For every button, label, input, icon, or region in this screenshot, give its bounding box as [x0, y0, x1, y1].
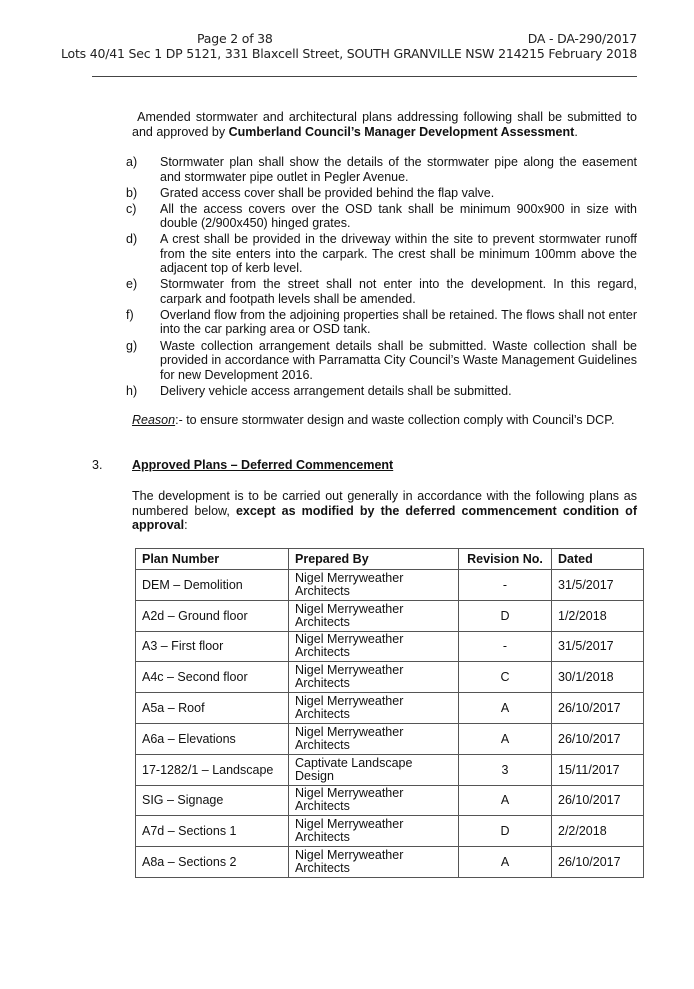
plan-number-cell: A5a – Roof [136, 693, 289, 724]
item-letter: h) [126, 383, 138, 398]
item-letter: c) [126, 201, 137, 216]
report-date: 15 February 2018 [529, 46, 637, 61]
dated-cell: 31/5/2017 [552, 570, 644, 601]
plan-number-cell: A6a – Elevations [136, 723, 289, 754]
table-row [136, 631, 644, 662]
dated-cell: 15/11/2017 [552, 754, 644, 785]
prepared-by-cell: Nigel Merryweather Architects [289, 847, 459, 878]
section-body-text: The development is to be carried out generally in accordance with the following plans as numbered below, [132, 489, 637, 518]
section-body-end: : [184, 518, 188, 532]
dated-cell: 26/10/2017 [552, 785, 644, 816]
dated-cell: 26/10/2017 [552, 693, 644, 724]
prepared-by-cell: Nigel Merryweather Architects [289, 631, 459, 662]
reason-paragraph [132, 413, 637, 428]
intro-text: Amended stormwater and architectural plans addressing following shall be submitted to and approved by [132, 110, 637, 139]
section-title: Approved Plans – Deferred Commencement [132, 458, 394, 472]
plan-number-cell: SIG – Signage [136, 785, 289, 816]
table-row [136, 662, 644, 693]
table-row [136, 754, 644, 785]
plan-number-cell: A8a – Sections 2 [136, 847, 289, 878]
list-item [126, 339, 637, 383]
section-body [132, 489, 637, 533]
revision-cell: D [459, 600, 552, 631]
item-letter: g) [126, 338, 138, 353]
section-body-bold: except as modified by the deferred commencement condition of approval [132, 503, 637, 532]
prepared-by-cell: Nigel Merryweather Architects [289, 662, 459, 693]
table-header-row [136, 549, 644, 570]
header-prepared-by: Prepared By [289, 549, 459, 570]
table-row [136, 570, 644, 601]
plan-number-cell: 17-1282/1 – Landscape [136, 754, 289, 785]
item-text: Grated access cover shall be provided behind the flap valve. [160, 185, 495, 200]
header-dated: Dated [552, 549, 644, 570]
plan-number-cell: A7d – Sections 1 [136, 816, 289, 847]
item-letter: b) [126, 185, 138, 200]
prepared-by-cell: Nigel Merryweather Architects [289, 723, 459, 754]
prepared-by-cell: Nigel Merryweather Architects [289, 570, 459, 601]
item-text: A crest shall be provided in the driveway within the site to prevent stormwater runoff from the site enters into the carpark. The crest shall be minimum 100mm above the adjacent top of kerb level. [160, 232, 637, 276]
item-text: Waste collection arrangement details shall be submitted. Waste collection shall be provided in accordance with Parramatta City Council’s Waste Management Guidelines for new Development 2016. [160, 338, 637, 382]
reason-label: Reason [132, 413, 176, 427]
revision-cell: D [459, 816, 552, 847]
prepared-by-cell: Nigel Merryweather Architects [289, 693, 459, 724]
table-row [136, 847, 644, 878]
prepared-by-cell: Nigel Merryweather Architects [289, 785, 459, 816]
table-body [136, 570, 644, 878]
prepared-by-cell: Captivate Landscape Design [289, 754, 459, 785]
list-item [126, 202, 637, 231]
list-item [126, 384, 637, 399]
table-row [136, 785, 644, 816]
revision-cell: - [459, 631, 552, 662]
header-plan-number: Plan Number [136, 549, 289, 570]
revision-cell: - [459, 570, 552, 601]
list-item [126, 308, 637, 337]
site-address: Lots 40/41 Sec 1 DP 5121, 331 Blaxcell Street, SOUTH GRANVILLE NSW 2142 [60, 46, 530, 61]
dated-cell: 26/10/2017 [552, 847, 644, 878]
revision-cell: A [459, 785, 552, 816]
revision-cell: 3 [459, 754, 552, 785]
table-row [136, 600, 644, 631]
da-reference: DA - DA-290/2017 [527, 31, 637, 46]
plan-number-cell: DEM – Demolition [136, 570, 289, 601]
item-letter: a) [126, 155, 138, 169]
section-number: 3. [92, 458, 103, 472]
item-text: Delivery vehicle access arrangement details shall be submitted. [160, 383, 512, 398]
plan-number-cell: A3 – First floor [136, 631, 289, 662]
prepared-by-cell: Nigel Merryweather Architects [289, 816, 459, 847]
prepared-by-cell: Nigel Merryweather Architects [289, 600, 459, 631]
dated-cell: 26/10/2017 [552, 723, 644, 754]
dated-cell: 31/5/2017 [552, 631, 644, 662]
table-row [136, 723, 644, 754]
item-text: Overland flow from the adjoining properties shall be retained. The flows shall not enter into the car parking area or OSD tank. [160, 307, 637, 337]
intro-end: . [574, 124, 578, 139]
revision-cell: A [459, 723, 552, 754]
page-header-line1 [77, 31, 637, 46]
item-letter: d) [126, 232, 138, 247]
item-letter: e) [126, 277, 138, 292]
intro-paragraph [132, 110, 637, 139]
header-rule [92, 76, 637, 77]
conditions-list [126, 155, 637, 400]
revision-cell: A [459, 693, 552, 724]
plan-number-cell: A4c – Second floor [136, 662, 289, 693]
page-header-line2 [61, 46, 637, 61]
header-revision: Revision No. [459, 549, 552, 570]
list-item [126, 232, 637, 276]
revision-cell: A [459, 847, 552, 878]
list-item [126, 155, 637, 184]
reason-text: :- to ensure stormwater design and waste collection comply with Council’s DCP. [175, 413, 615, 427]
dated-cell: 1/2/2018 [552, 600, 644, 631]
item-text: Stormwater from the street shall not enter into the development. In this regard, carpark and footpath levels shall be amended. [160, 277, 637, 306]
item-letter: f) [126, 307, 134, 322]
plan-number-cell: A2d – Ground floor [136, 600, 289, 631]
dated-cell: 2/2/2018 [552, 816, 644, 847]
page-number: Page 2 of 38 [197, 31, 273, 46]
dated-cell: 30/1/2018 [552, 662, 644, 693]
table-row [136, 816, 644, 847]
item-text: All the access covers over the OSD tank shall be minimum 900x900 in size with double (2/900x450) hinged grates. [160, 201, 637, 231]
intro-bold: Cumberland Council’s Manager Development Assessment [228, 124, 575, 139]
list-item [126, 277, 637, 306]
list-item [126, 186, 637, 201]
table-row [136, 693, 644, 724]
approved-plans-table [135, 548, 644, 878]
revision-cell: C [459, 662, 552, 693]
item-text: Stormwater plan shall show the details of the stormwater pipe along the easement and stormwater pipe outlet in Pegler Avenue. [160, 155, 637, 184]
